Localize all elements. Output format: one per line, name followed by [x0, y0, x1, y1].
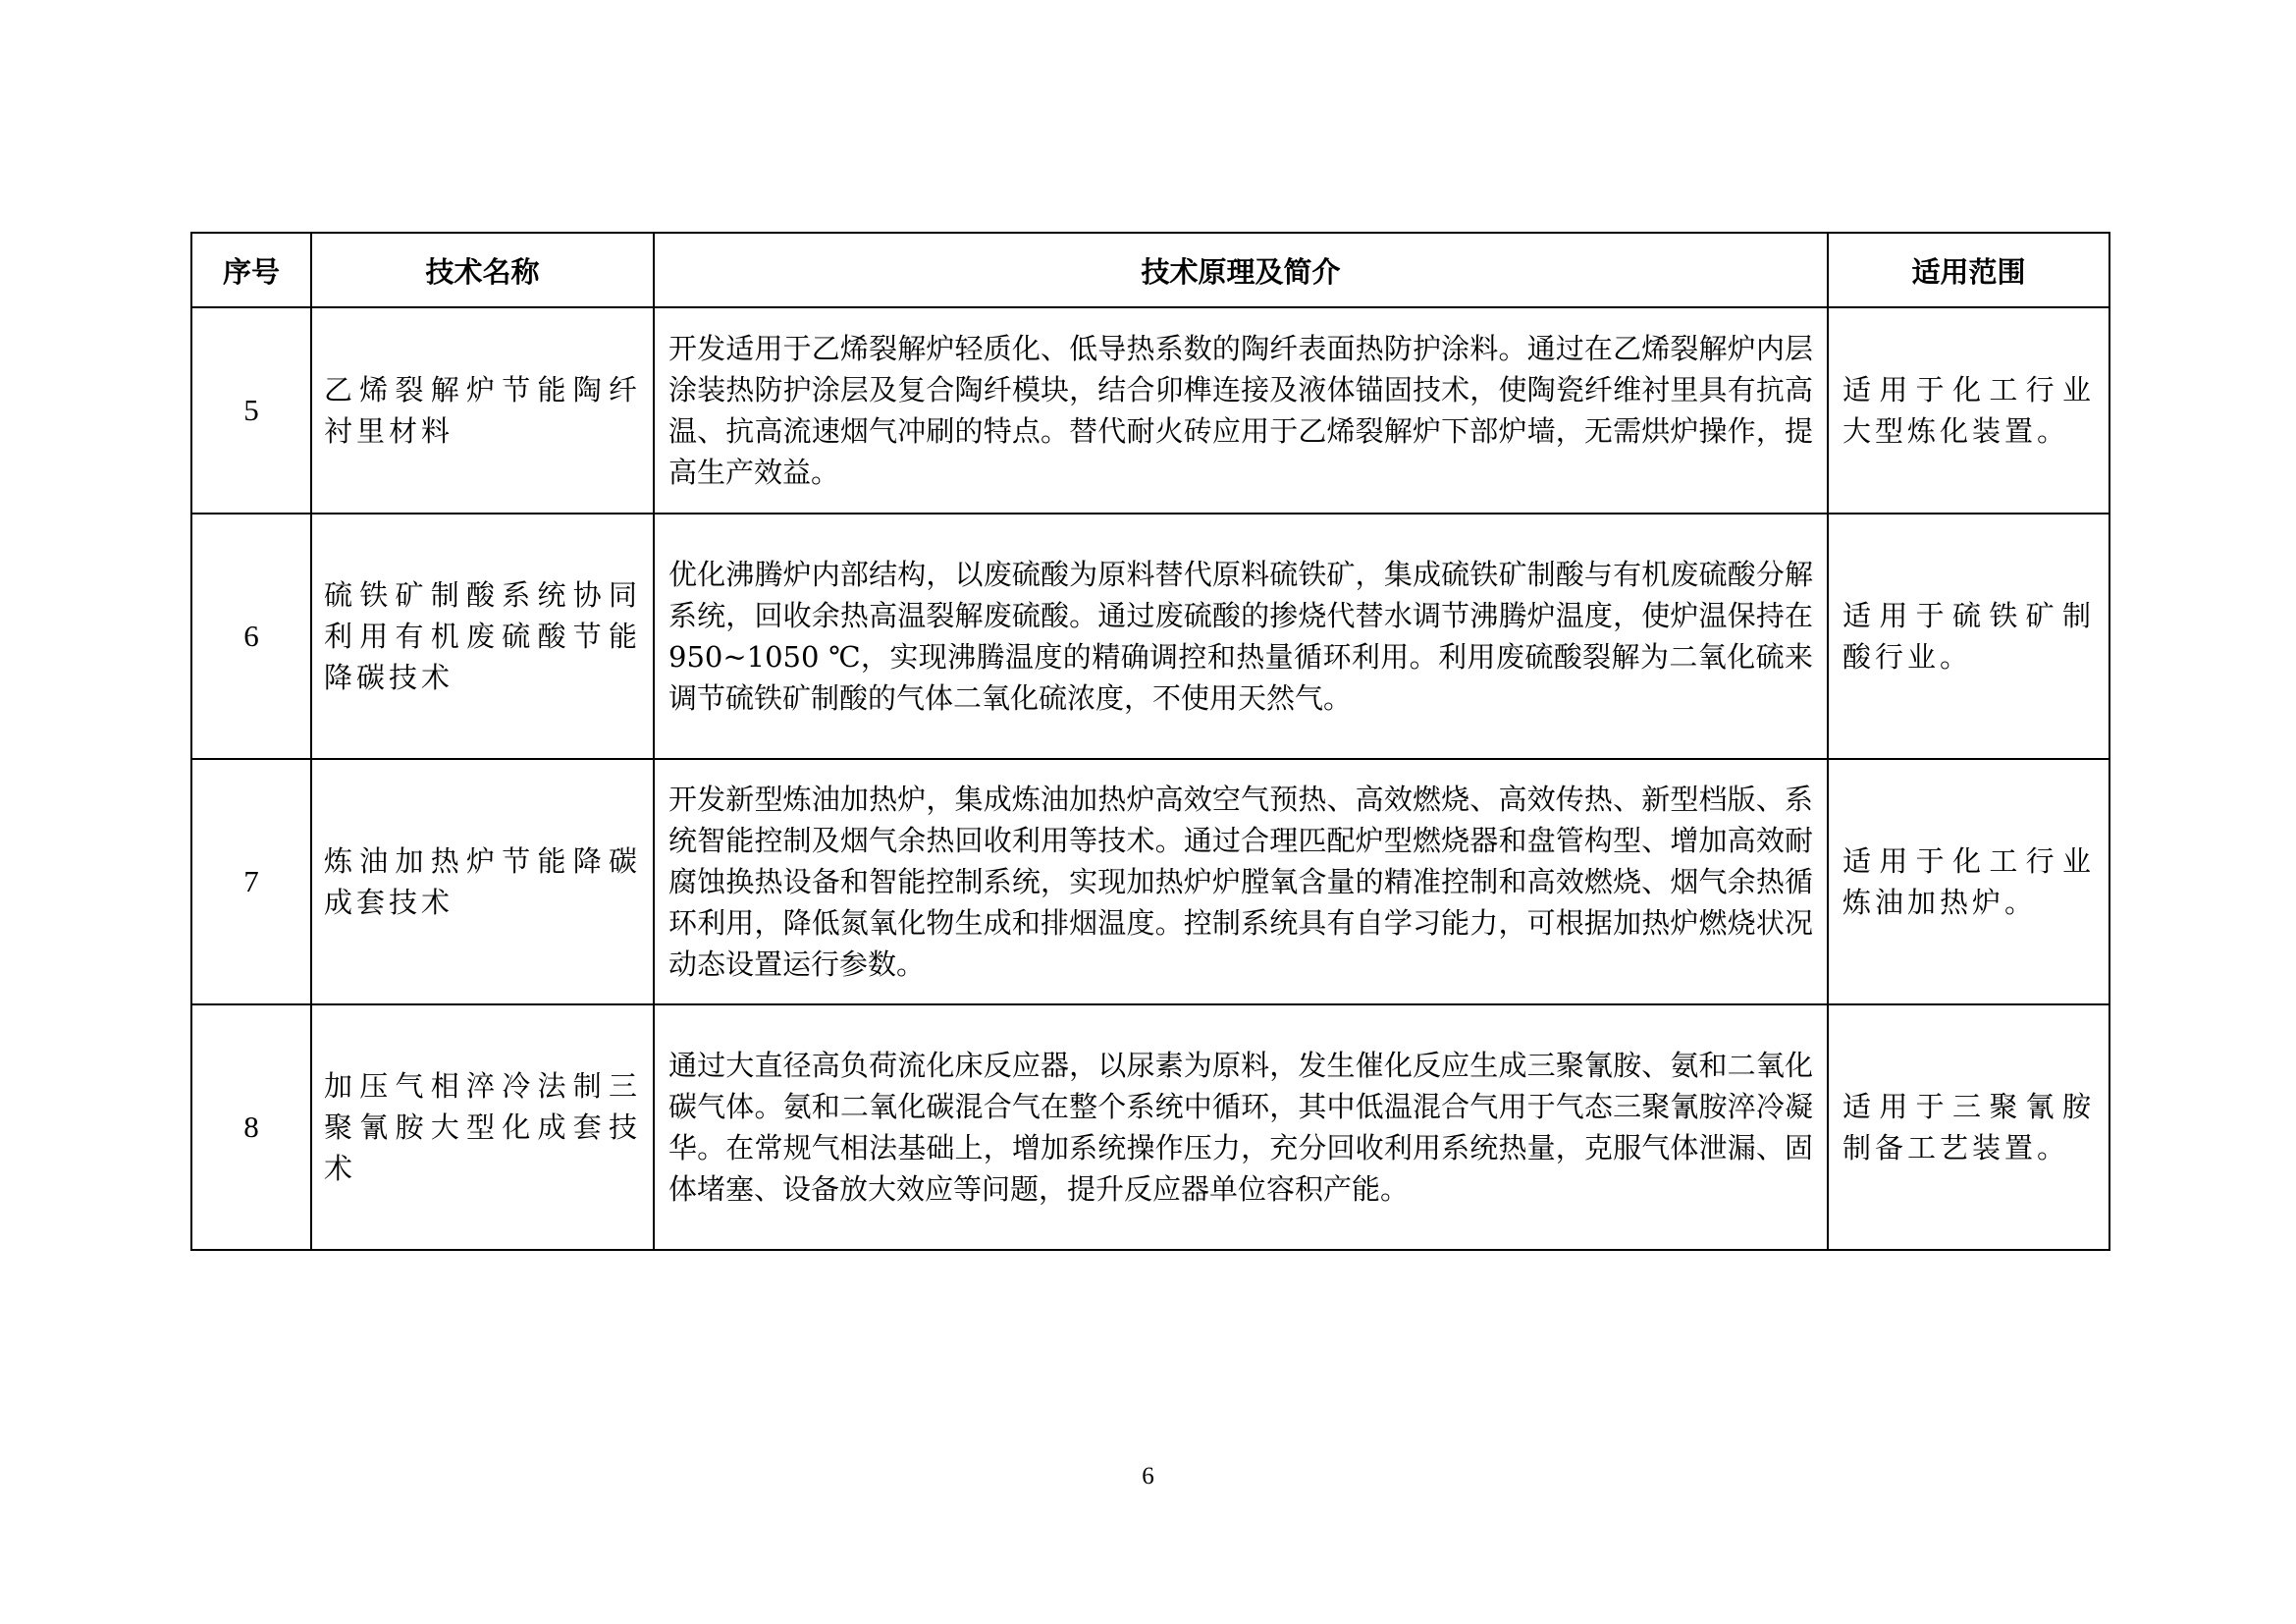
- row-seq: 7: [191, 759, 311, 1004]
- header-seq: 序号: [191, 233, 311, 307]
- header-description: 技术原理及简介: [654, 233, 1828, 307]
- row-tech-name: 加压气相淬冷法制三聚氰胺大型化成套技术: [311, 1004, 654, 1250]
- technology-table: [190, 232, 2110, 1251]
- row-tech-name: 炼油加热炉节能降碳成套技术: [311, 759, 654, 1004]
- row-tech-name: 乙烯裂解炉节能陶纤衬里材料: [311, 307, 654, 514]
- table-row: [191, 307, 2109, 514]
- row-scope: 适用于化工行业大型炼化装置。: [1828, 307, 2109, 514]
- row-description: 优化沸腾炉内部结构，以废硫酸为原料替代原料硫铁矿，集成硫铁矿制酸与有机废硫酸分解系统，回收余热高温裂解废硫酸。通过废硫酸的掺烧代替水调节沸腾炉温度，使炉温保持在 950~1050 ℃，实现沸腾温度的精确调控和热量循环利用。利用废硫酸裂解为二氧化硫来调节硫铁矿制酸的气体二氧化硫浓度，不使用天然气。: [654, 514, 1828, 759]
- table-row: [191, 1004, 2109, 1250]
- row-scope: 适用于硫铁矿制酸行业。: [1828, 514, 2109, 759]
- row-tech-name: 硫铁矿制酸系统协同利用有机废硫酸节能降碳技术: [311, 514, 654, 759]
- row-seq: 5: [191, 307, 311, 514]
- table-row: [191, 759, 2109, 1004]
- page-number: 6: [1142, 1463, 1154, 1489]
- header-scope: 适用范围: [1828, 233, 2109, 307]
- row-scope: 适用于化工行业炼油加热炉。: [1828, 759, 2109, 1004]
- row-description: 通过大直径高负荷流化床反应器，以尿素为原料，发生催化反应生成三聚氰胺、氨和二氧化碳气体。氨和二氧化碳混合气在整个系统中循环，其中低温混合气用于气态三聚氰胺淬冷凝华。在常规气相法基础上，增加系统操作压力，充分回收利用系统热量，克服气体泄漏、固体堵塞、设备放大效应等问题，提升反应器单位容积产能。: [654, 1004, 1828, 1250]
- row-seq: 6: [191, 514, 311, 759]
- table-header-row: [191, 233, 2109, 307]
- row-description: 开发适用于乙烯裂解炉轻质化、低导热系数的陶纤表面热防护涂料。通过在乙烯裂解炉内层涂装热防护涂层及复合陶纤模块，结合卯榫连接及液体锚固技术，使陶瓷纤维衬里具有抗高温、抗高流速烟气冲刷的特点。替代耐火砖应用于乙烯裂解炉下部炉墙，无需烘炉操作，提高生产效益。: [654, 307, 1828, 514]
- row-scope: 适用于三聚氰胺制备工艺装置。: [1828, 1004, 2109, 1250]
- row-seq: 8: [191, 1004, 311, 1250]
- row-description: 开发新型炼油加热炉，集成炼油加热炉高效空气预热、高效燃烧、高效传热、新型档版、系统智能控制及烟气余热回收利用等技术。通过合理匹配炉型燃烧器和盘管构型、增加高效耐腐蚀换热设备和智能控制系统，实现加热炉炉膛氧含量的精准控制和高效燃烧、烟气余热循环利用，降低氮氧化物生成和排烟温度。控制系统具有自学习能力，可根据加热炉燃烧状况动态设置运行参数。: [654, 759, 1828, 1004]
- table-row: [191, 514, 2109, 759]
- header-name: 技术名称: [311, 233, 654, 307]
